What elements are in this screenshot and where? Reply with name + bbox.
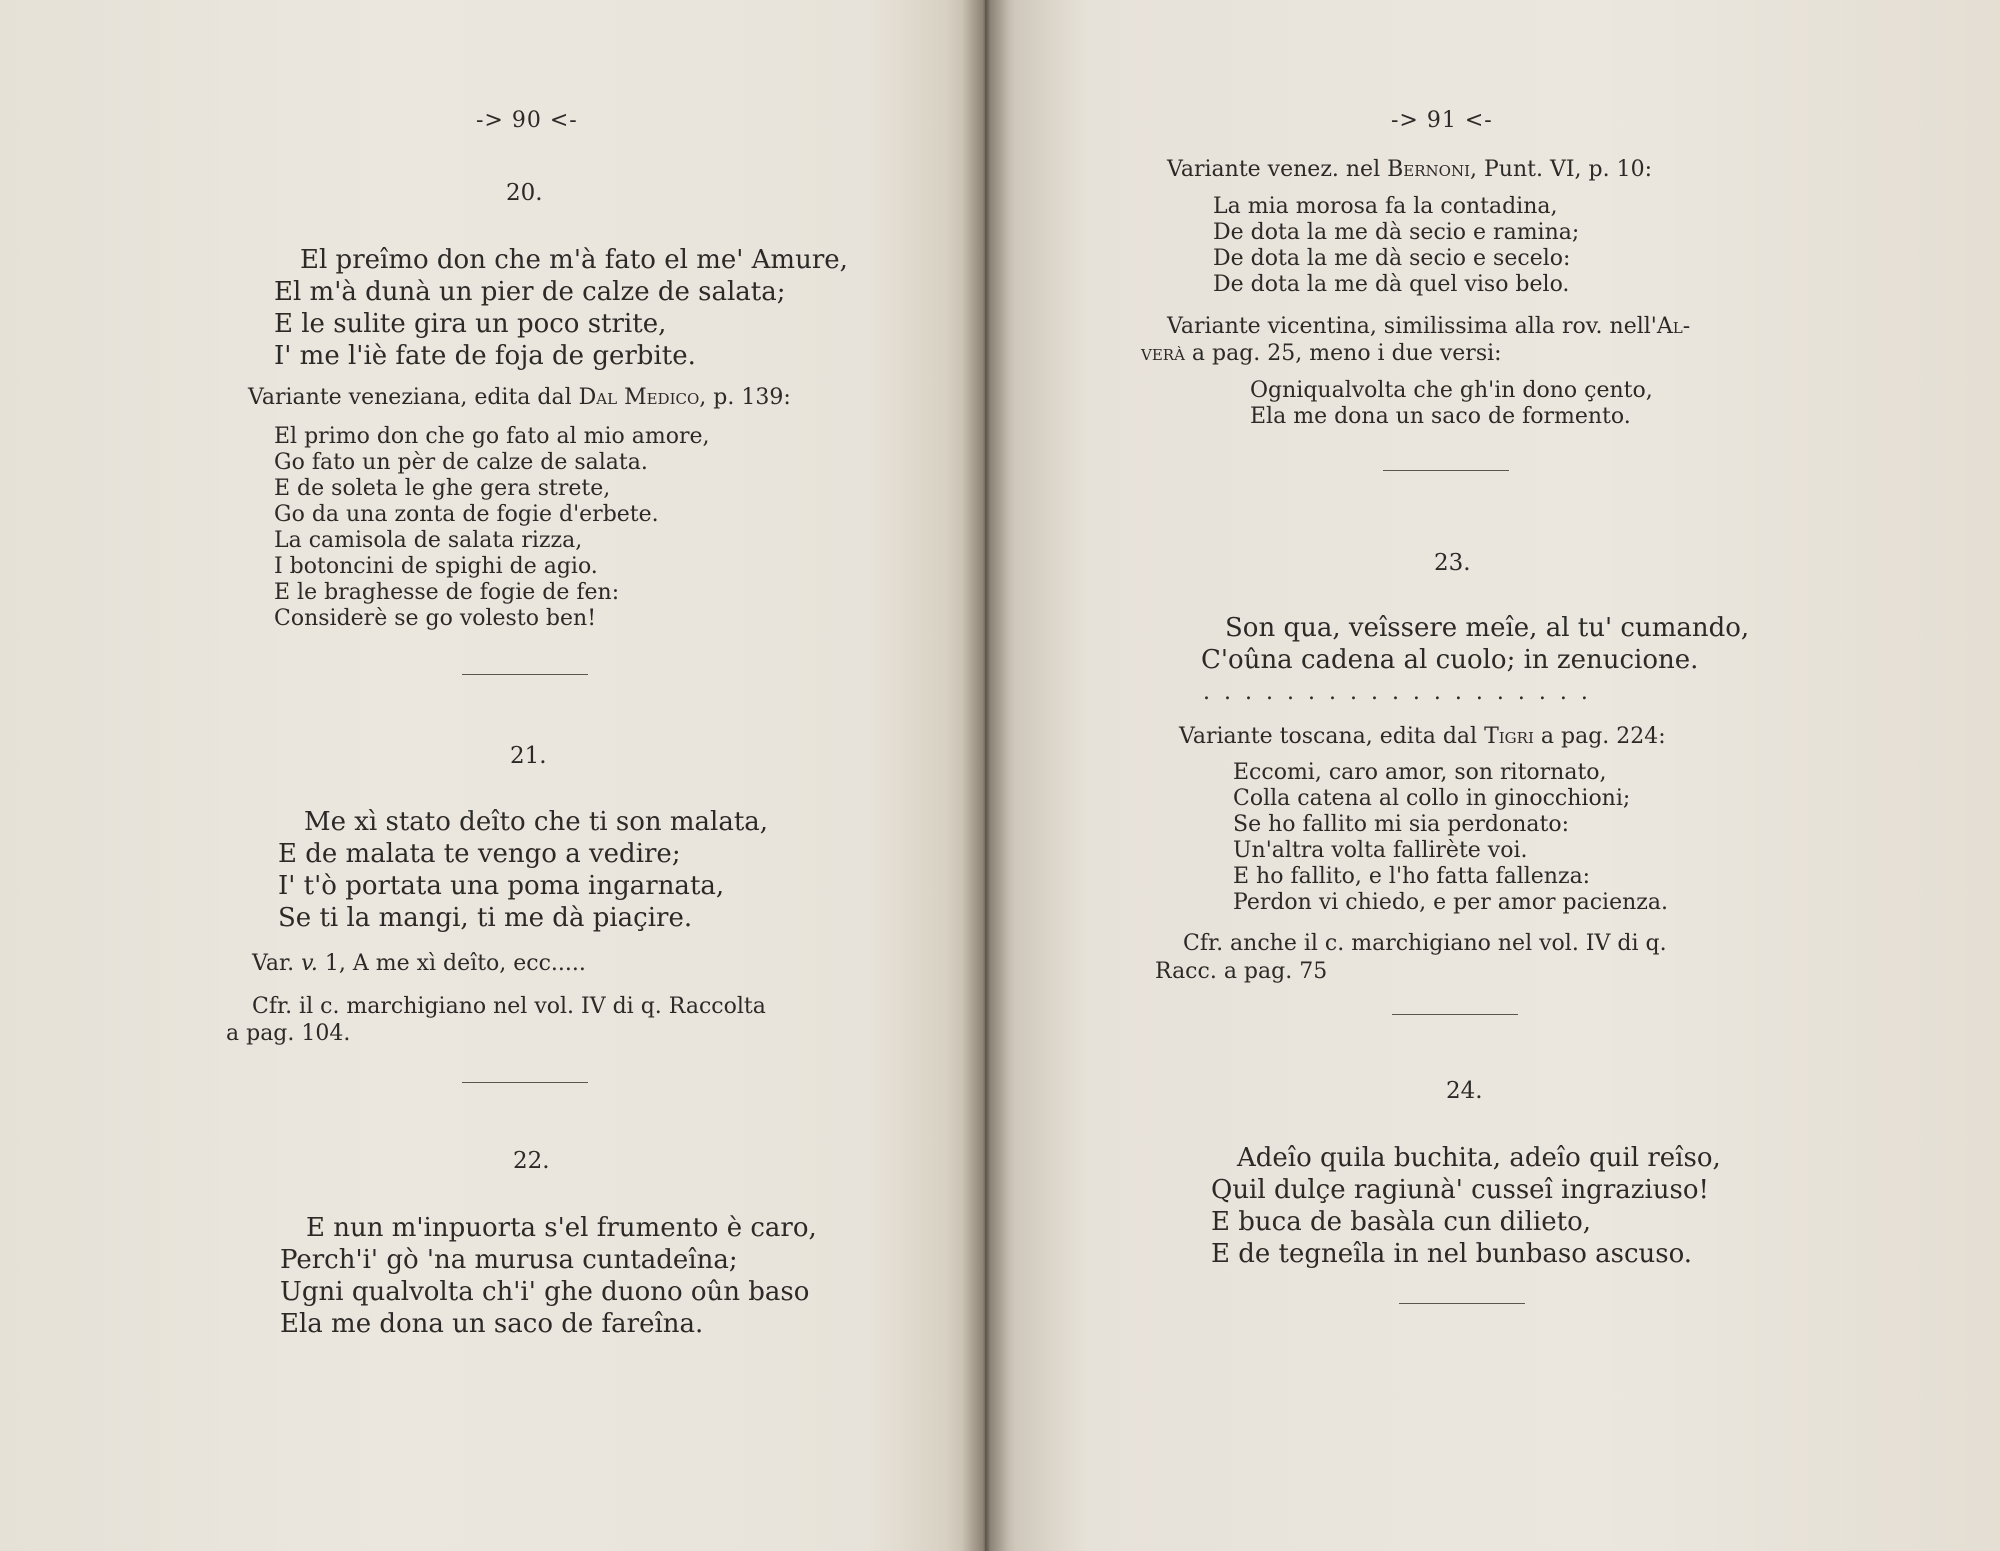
variant-verse: Colla catena al collo in ginocchioni;: [1233, 786, 1631, 811]
variant-verse: Ogniqualvolta che gh'in dono çento,: [1250, 378, 1653, 403]
variant-verse: El primo don che go fato al mio amore,: [274, 424, 710, 449]
author-bernoni: Bernoni: [1387, 157, 1470, 182]
variant-verse: Se ho fallito mi sia perdonato:: [1233, 812, 1569, 837]
poem-number-23: 23.: [1434, 550, 1471, 576]
section-divider: [1383, 470, 1509, 471]
poem-20-verse-2: El m'à dunà un pier de calze de salata;: [274, 277, 786, 307]
page-number-right: -> 91 <-: [1391, 108, 1493, 133]
poem-number-24: 24.: [1446, 1078, 1483, 1104]
poem-23-verse-2: C'oûna cadena al cuolo; in zenucione.: [1201, 645, 1699, 675]
cfr-line-23a: Cfr. anche il c. marchigiano nel vol. IV di q.: [1183, 931, 1667, 956]
variant-verse: I botoncini de spighi de agio.: [274, 554, 598, 579]
variant-verse: Ela me dona un saco de formento.: [1250, 404, 1631, 429]
section-divider: [462, 674, 588, 675]
variant-verses-vicentina: [1250, 378, 1653, 430]
variant-verses-veneziana: [274, 424, 710, 632]
poem-22-verse-2: Perch'i' gò 'na murusa cuntadeîna;: [280, 1245, 738, 1275]
poem-24-verse-4: E de tegneîla in nel bunbaso ascuso.: [1211, 1239, 1693, 1269]
variant-verse: De dota la me dà quel viso belo.: [1213, 272, 1570, 297]
variant-verse: E de soleta le ghe gera strete,: [274, 476, 611, 501]
variant-verse: Eccomi, caro amor, son ritornato,: [1233, 760, 1607, 785]
poem-number-20: 20.: [506, 180, 543, 206]
poem-21-verse-4: Se ti la mangi, ti me dà piaçire.: [278, 903, 693, 933]
cfr-line-21b: a pag. 104.: [226, 1021, 351, 1046]
variant-verse: Considerè se go volesto ben!: [274, 606, 597, 631]
variant-intro-veneziana: Variante veneziana, edita dal Dal Medico, p. 139:: [248, 385, 791, 410]
poem-21-verse-3: I' t'ò portata una poma ingarnata,: [278, 871, 725, 901]
poem-20-verse-3: E le sulite gira un poco strite,: [274, 309, 667, 339]
poem-number-22: 22.: [513, 1148, 550, 1174]
variant-intro-venez: Variante venez. nel Bernoni, Punt. VI, p. 10:: [1167, 157, 1652, 182]
variant-verses-venez: [1213, 194, 1579, 298]
variant-verse: De dota la me dà secio e secelo:: [1213, 246, 1571, 271]
left-page: [0, 0, 985, 1551]
section-divider: [462, 1082, 588, 1083]
poem-24-verse-1: Adeîo quila buchita, adeîo quil reîso,: [1237, 1143, 1721, 1173]
poem-20-verse-1: El preîmo don che m'à fato el me' Amure,: [300, 245, 848, 275]
variant-verse: Un'altra volta fallirète voi.: [1233, 838, 1528, 863]
variant-verse: La mia morosa fa la contadina,: [1213, 194, 1558, 219]
poem-21-verse-2: E de malata te vengo a vedire;: [278, 839, 681, 869]
author-dal-medico: Dal Medico: [578, 385, 700, 410]
page-number-left: -> 90 <-: [476, 108, 578, 133]
cfr-line-23b: Racc. a pag. 75: [1155, 959, 1328, 984]
poem-22-verse-1: E nun m'inpuorta s'el frumento è caro,: [306, 1213, 817, 1243]
variant-verse: Go fato un pèr de calze de salata.: [274, 450, 648, 475]
variant-var-line: Var. v. 1, A me xì deîto, ecc.....: [252, 951, 586, 976]
variant-verse: Perdon vi chiedo, e per amor pacienza.: [1233, 890, 1668, 915]
poem-22-verse-3: Ugni qualvolta ch'i' ghe duono oûn baso: [280, 1277, 810, 1307]
variant-intro-vicentina-2: verà a pag. 25, meno i due versi:: [1141, 341, 1502, 366]
book-gutter: [962, 0, 1008, 1551]
variant-verses-toscana: [1233, 760, 1668, 916]
right-page: [985, 0, 2000, 1551]
poem-number-21: 21.: [510, 743, 547, 769]
poem-22-verse-4: Ela me dona un saco de fareîna.: [280, 1309, 704, 1339]
variant-verse: De dota la me dà secio e ramina;: [1213, 220, 1580, 245]
poem-21-verse-1: Me xì stato deîto che ti son malata,: [304, 807, 769, 837]
ellipsis-line: ...................: [1203, 680, 1602, 705]
poem-23-verse-1: Son qua, veîssere meîe, al tu' cumando,: [1225, 613, 1750, 643]
variant-verse: E le braghesse de fogie de fen:: [274, 580, 620, 605]
section-divider: [1392, 1014, 1518, 1015]
section-divider: [1399, 1303, 1525, 1304]
poem-24-verse-2: Quil dulçe ragiunà' cusseî ingraziuso!: [1211, 1175, 1709, 1205]
variant-verse: E ho fallito, e l'ho fatta fallenza:: [1233, 864, 1591, 889]
poem-20-verse-4: I' me l'iè fate de foja de gerbite.: [274, 341, 696, 371]
poem-24-verse-3: E buca de basàla cun dilieto,: [1211, 1207, 1591, 1237]
variant-intro-toscana: Variante toscana, edita dal Tigri a pag. 224:: [1179, 724, 1666, 749]
variant-intro-vicentina-1: Variante vicentina, similissima alla rov. nell'Al-: [1167, 314, 1691, 339]
author-tigri: Tigri: [1484, 724, 1534, 749]
variant-verse: La camisola de salata rizza,: [274, 528, 583, 553]
variant-verse: Go da una zonta de fogie d'erbete.: [274, 502, 659, 527]
cfr-line-21a: Cfr. il c. marchigiano nel vol. IV di q. Raccolta: [252, 994, 766, 1019]
